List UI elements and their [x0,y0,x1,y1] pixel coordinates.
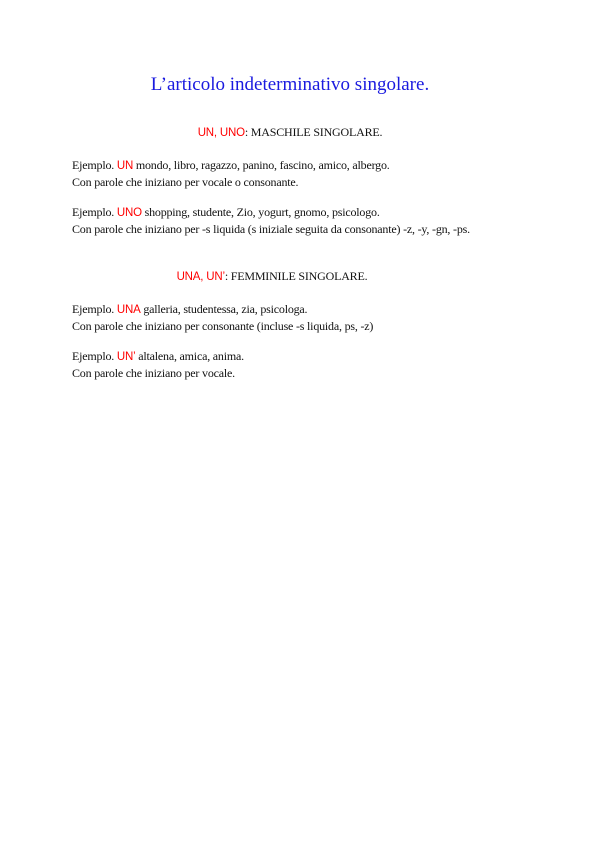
heading-articles: UNA, UN’ [176,271,225,283]
example-words: shopping, studente, Zio, yogurt, gnomo, psicologo. [141,205,380,219]
rule-line: Con parole che iniziano per -s liquida (s iniziale seguita da consonante) -z, -y, -gn, -ps. [72,222,470,236]
section-heading-masculine [0,125,590,140]
example-words: mondo, libro, ragazzo, panino, fascino, amico, albergo. [133,158,390,172]
article: UN [116,160,134,172]
example-lead: Ejemplo. [72,302,117,316]
heading-label: : FEMMINILE SINGOLARE. [224,269,368,283]
example-line [72,302,307,317]
example-lead: Ejemplo. [72,205,117,219]
article: UNA [116,304,141,316]
example-words: altalena, amica, anima. [135,349,244,363]
heading-articles: UN, UNO [197,127,245,139]
example-line [72,349,244,364]
example-lead: Ejemplo. [72,158,117,172]
example-lead: Ejemplo. [72,349,117,363]
example-line [72,158,390,173]
example-words: galleria, studentessa, zia, psicologa. [140,302,308,316]
rule-line: Con parole che iniziano per consonante (incluse -s liquida, ps, -z) [72,319,374,333]
example-line [72,205,380,220]
page-title: L’articolo indeterminativo singolare. [150,74,430,95]
article: UNO [116,207,142,219]
rule-line: Con parole che iniziano per vocale o consonante. [72,175,299,189]
heading-label: : MASCHILE SINGOLARE. [244,125,383,139]
article: UN’ [116,351,136,363]
section-heading-feminine [0,269,572,284]
rule-line: Con parole che iniziano per vocale. [72,366,235,380]
